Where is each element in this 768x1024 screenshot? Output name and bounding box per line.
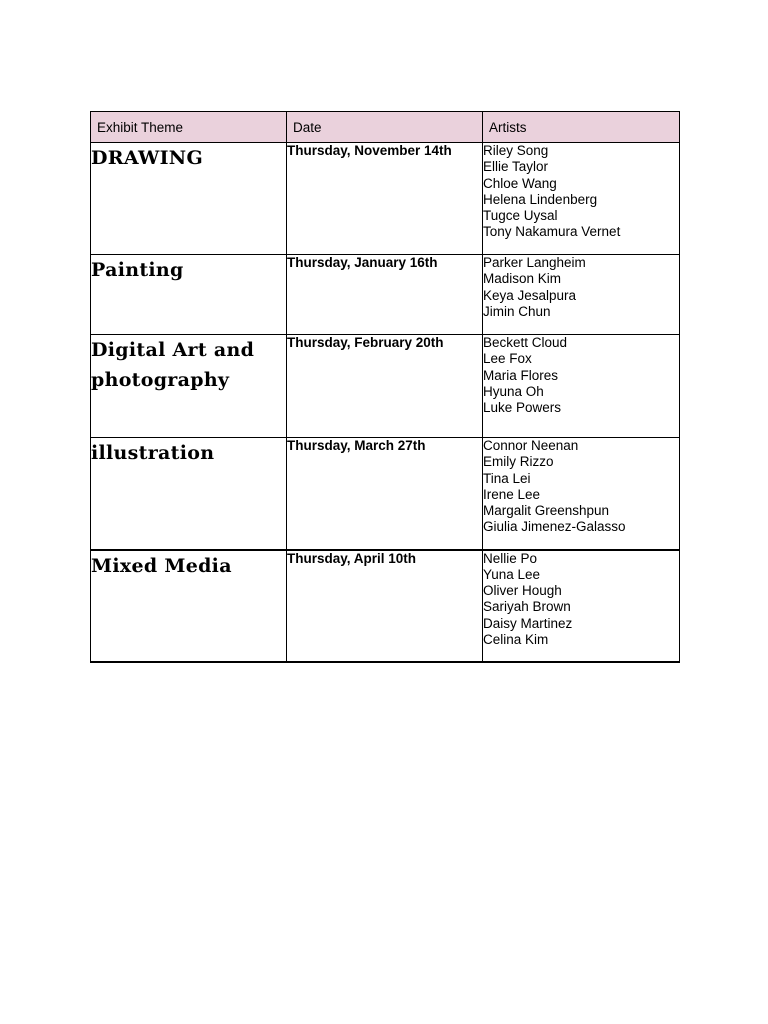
artist-name: Celina Kim [483,631,549,647]
table-row [91,143,680,255]
artist-name: Luke Powers [483,400,562,416]
table-row [91,438,680,550]
exhibit-date-cell: Thursday, April 10th [287,550,483,662]
artists-cell [483,143,680,255]
exhibit-schedule-table [90,111,680,663]
artist-name: Connor Neenan [483,438,579,453]
artist-name: Ellie Taylor [483,159,549,175]
exhibit-theme-cell: Digital Art and photography [91,335,287,438]
exhibit-theme-cell: DRAWING [91,143,287,255]
artist-name: Lee Fox [483,351,532,367]
artist-name: Riley Song [483,143,549,158]
artist-name: Tina Lei [483,470,531,486]
table-row [91,255,680,335]
artists-cell [483,550,680,662]
artist-name: Irene Lee [483,486,541,502]
artist-name: Oliver Hough [483,583,562,599]
column-header-exhibit-theme: Exhibit Theme [91,112,287,143]
exhibit-date-cell: Thursday, March 27th [287,438,483,550]
artist-name: Giulia Jimenez-Galasso [483,519,626,535]
artist-name: Jimin Chun [483,303,551,319]
column-header-date: Date [287,112,483,143]
artist-name: Tony Nakamura Vernet [483,224,621,240]
artist-name: Emily Rizzo [483,454,554,470]
artist-name: Hyuna Oh [483,383,544,399]
exhibit-theme-cell: Mixed Media [91,550,287,662]
exhibit-theme-cell: illustration [91,438,287,550]
artist-name: Maria Flores [483,367,559,383]
artist-name: Parker Langheim [483,255,586,270]
artist-name: Beckett Cloud [483,335,568,350]
exhibit-date-cell: Thursday, February 20th [287,335,483,438]
artist-name: Yuna Lee [483,566,541,582]
artists-cell [483,438,680,550]
table-header-row [91,112,680,143]
exhibit-date-cell: Thursday, November 14th [287,143,483,255]
artist-name: Margalit Greenshpun [483,503,610,519]
exhibit-theme-cell: Painting [91,255,287,335]
artist-name: Tugce Uysal [483,208,558,224]
exhibit-date-cell: Thursday, January 16th [287,255,483,335]
table-row [91,550,680,662]
artists-cell [483,255,680,335]
artist-name: Daisy Martinez [483,615,573,631]
table-row [91,335,680,438]
artist-name: Nellie Po [483,550,538,566]
artist-name: Keya Jesalpura [483,287,577,303]
artist-name: Chloe Wang [483,175,557,191]
column-header-artists: Artists [483,112,680,143]
artist-name: Helena Lindenberg [483,191,598,207]
artist-name: Madison Kim [483,271,562,287]
artists-cell [483,335,680,438]
artist-name: Sariyah Brown [483,599,571,615]
